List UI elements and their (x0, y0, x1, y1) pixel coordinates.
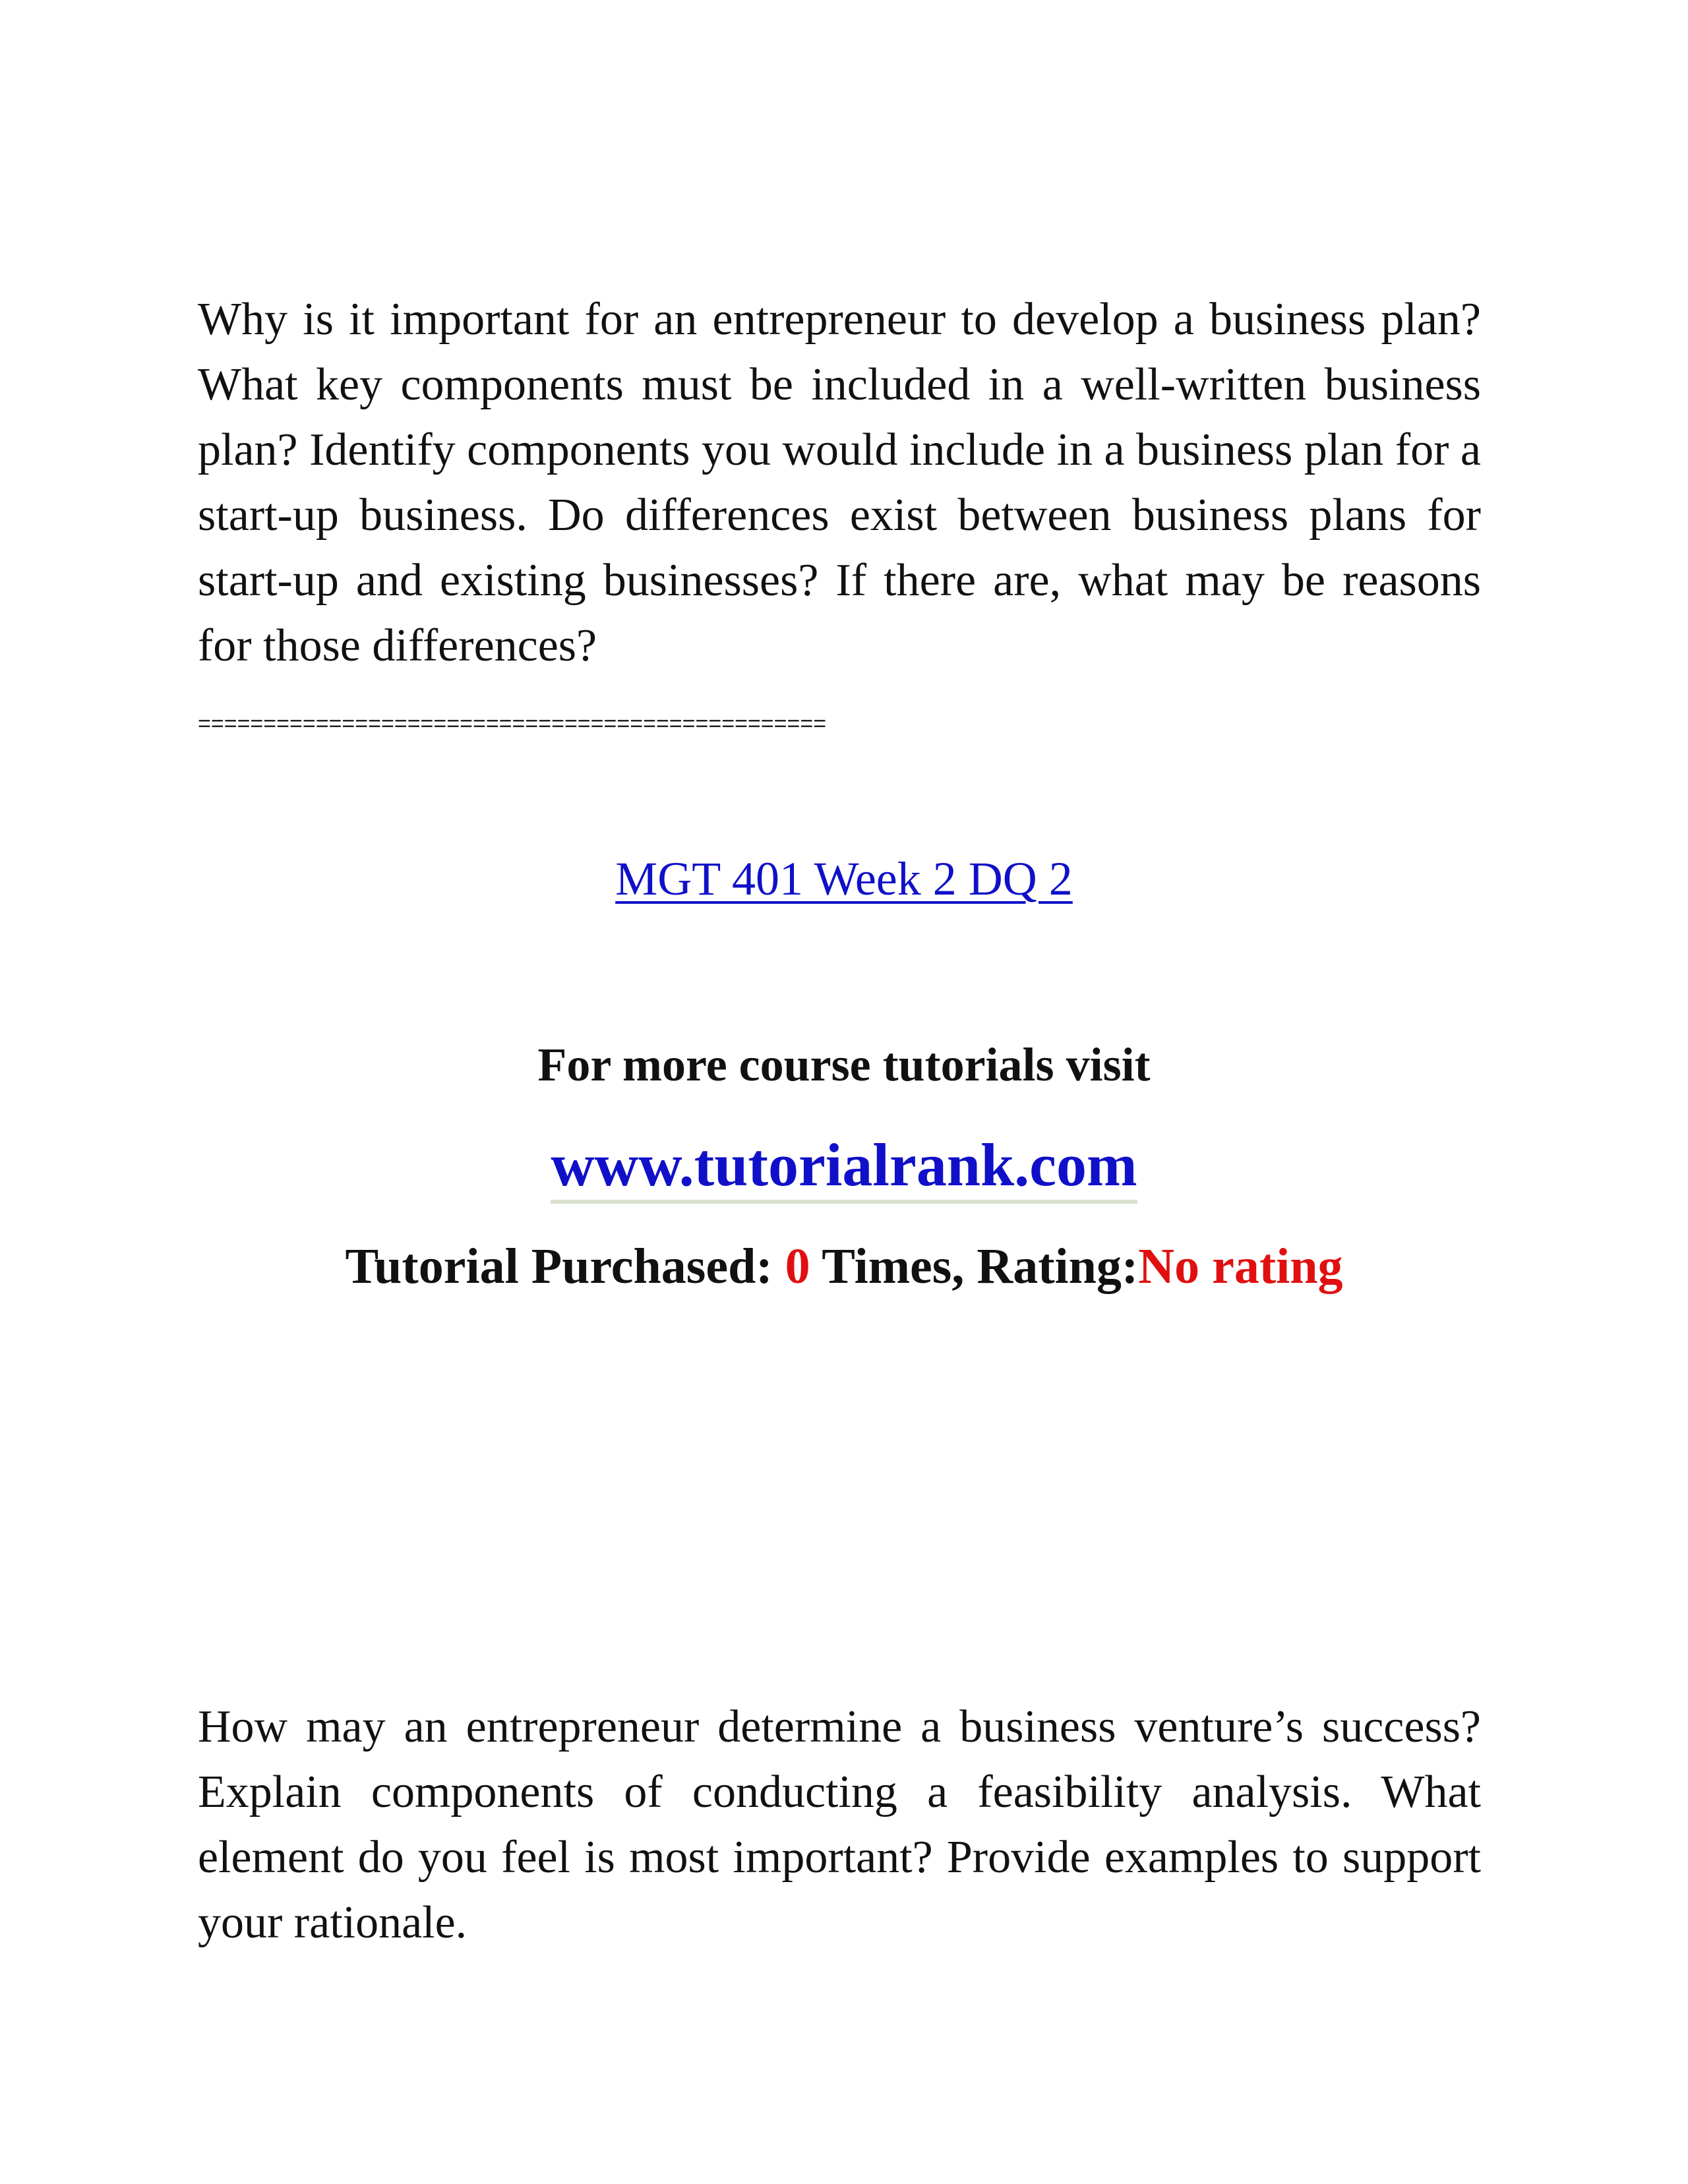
purchase-info (0, 1235, 1688, 1298)
purchase-count: 0 (785, 1239, 810, 1294)
website-link[interactable] (0, 1129, 1688, 1201)
separator-line: ================================================ (198, 711, 827, 736)
question-paragraph-1: Why is it important for an entrepreneur to develop a business plan? What key components must be included in a well-written business plan? Identify components you would include in a business plan for a start-up business. Do differences exist between business plans for start-up and existing businesses? If there are, what may be reasons for those differences? (198, 294, 1481, 671)
times-rating-label: Times, Rating: (822, 1239, 1139, 1294)
website-link-text[interactable]: www.tutorialrank.com (551, 1131, 1137, 1204)
rating-value: No rating (1138, 1239, 1343, 1294)
more-tutorials-text: For more course tutorials visit (537, 1038, 1151, 1091)
course-title-link[interactable]: MGT 401 Week 2 DQ 2 (615, 852, 1073, 905)
purchased-label: Tutorial Purchased: (345, 1239, 773, 1294)
question-paragraph-2: How may an entrepreneur determine a business venture’s success? Explain components of conducting a feasibility analysis. What element do you feel is most important? Provide examples to support your rationale. (198, 1701, 1481, 1948)
